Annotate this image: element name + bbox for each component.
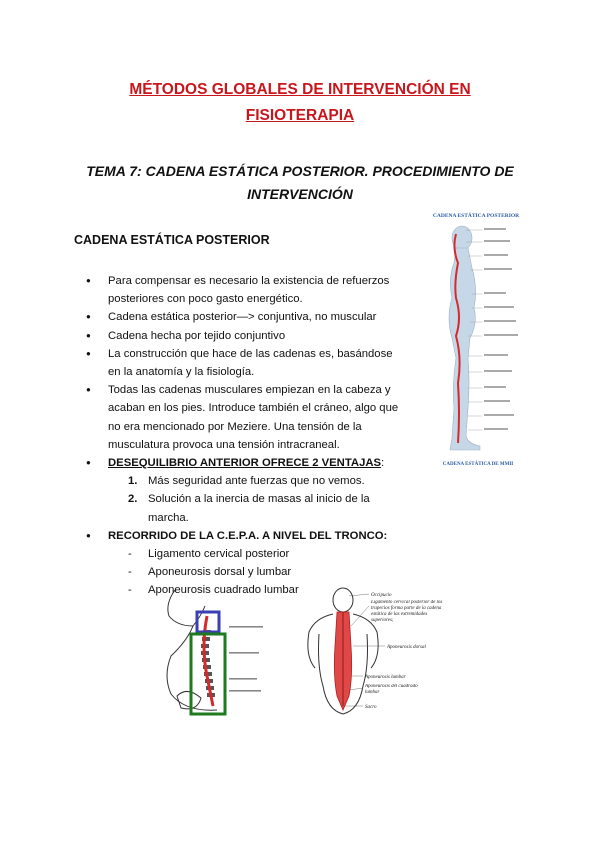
document-title-line-2: FISIOTERAPIA (245, 107, 355, 124)
bullet-list (86, 272, 408, 600)
figure-top-label: CADENA ESTÁTICA POSTERIOR (432, 213, 520, 219)
bullet-item: ● La construcción que hace de las cadenas es, basándose en la anatomía y la fisiología. (86, 345, 408, 381)
head-outline (168, 590, 205, 626)
head-outline (333, 588, 353, 612)
pelvis-outline (177, 691, 201, 708)
spine-figure (157, 586, 287, 718)
label-ligamento: Ligamento cervical posterior de los trapecios forma parte de la cadena estática de las extremidades superiores; (371, 600, 443, 623)
ventaja-item: 2. Solución a la inercia de masas al inicio de la marcha. (128, 493, 370, 524)
ventaja-item: 1. Más seguridad ante fuerzas que no vemos. (128, 475, 365, 488)
document-title-line-1: MÉTODOS GLOBALES DE INTERVENCIÓN EN (129, 81, 471, 98)
ventajas-list (108, 472, 408, 527)
label-sacro: Sacro (365, 705, 377, 710)
figure-bottom-label: CADENA ESTÁTICA DE MMII (442, 462, 514, 467)
bullet-item-desequilibrio: ● DESEQUILIBRIO ANTERIOR OFRECE 2 VENTAJAS: 1. Más seguridad ante fuerzas que no vemos. 2. Solución a la inercia de masas al inicio de la marcha. (86, 454, 408, 527)
bullet-item-recorrido: ● RECORRIDO DE LA C.E.P.A. A NIVEL DEL TRONCO: - Ligamento cervical posterior - Aponeurosis dorsal y lumbar - Aponeurosis cuadrado lumbar (86, 527, 408, 600)
subtitle-line-1: TEMA 7: CADENA ESTÁTICA POSTERIOR. PROCEDIMIENTO DE (86, 163, 514, 179)
subtitle-line-2: INTERVENCIÓN (247, 186, 353, 202)
bullet-item: ● Cadena hecha por tejido conjuntivo (86, 327, 408, 345)
recorrido-item: - Aponeurosis dorsal y lumbar (108, 563, 408, 581)
section-heading: CADENA ESTÁTICA POSTERIOR (74, 233, 270, 247)
bullet-item: ● Para compensar es necesario la existencia de refuerzos posteriores con poco gasto energético. (86, 272, 408, 308)
back-view-figure (297, 586, 447, 718)
posterior-chain-figure (422, 208, 530, 470)
recorrido-item: - Ligamento cervical posterior (108, 545, 408, 563)
label-cuadrado-lumbar: Aponeurosis del cuadrado lumbar (365, 684, 418, 695)
recorrido-item: - Aponeurosis cuadrado lumbar (108, 581, 408, 599)
label-occipucio: Occipucio (371, 593, 392, 598)
label-aponeurosis-dorsal: Aponeurosis dorsal (387, 645, 426, 650)
label-aponeurosis-lumbar: Aponeurosis lumbar (365, 675, 406, 680)
body-silhouette (449, 226, 480, 450)
bullet-item: ● Todas las cadenas musculares empiezan en la cabeza y acaban en los pies. Introduce también el cráneo, algo que no era mencionado por Meziere. Una tensión de la musculatura provoca una tensión intracraneal. (86, 381, 408, 454)
bullet-item: ● Cadena estática posterior—> conjuntiva, no muscular (86, 308, 408, 326)
